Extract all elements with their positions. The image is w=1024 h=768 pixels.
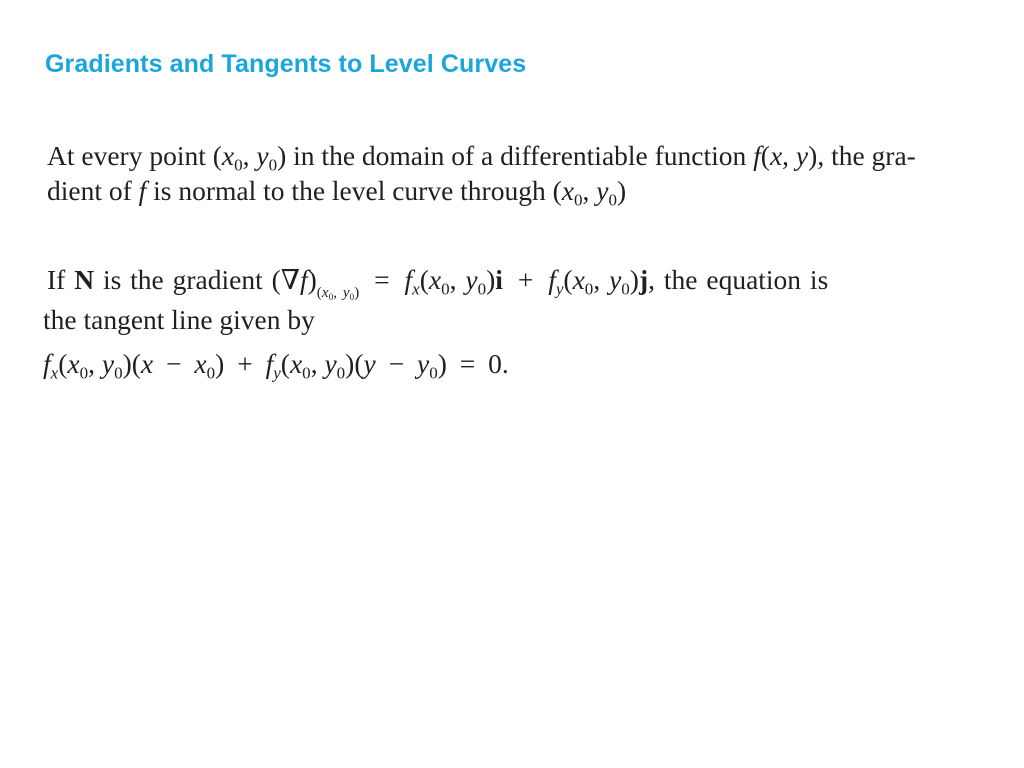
text-fragment: If [47, 264, 75, 295]
text-fragment: At every point [47, 140, 213, 171]
tangent-line-equation: $f_x(x_0$, $y_0)(x - x_0) + f_y(x_0$, $y_0)(y - y_0) = 0$. [43, 348, 509, 383]
unit-vector-j: j [638, 264, 649, 295]
text-fragment: , the gra- [817, 140, 916, 171]
unit-vector-i: i [495, 264, 503, 295]
gradient-paragraph-line-1: If N is the gradient $(\nabla f)_{(x_0, y_0)} = f_x(x_0$, $y_0)i + f_y(x_0$, $y_0)j$, the equation is [47, 264, 829, 304]
text-fragment: is the gradient [94, 264, 272, 295]
equation-rhs: 0. [488, 348, 509, 379]
theorem-line-2: dient of f is normal to the level curve through ($x_0$, $y_0$) [47, 175, 627, 210]
vector-n: N [74, 264, 95, 295]
theorem-line-1: At every point ($x_0$, $y_0$) in the domain of a differentiable function f(x, y), the gra- [47, 140, 916, 175]
text-fragment: dient of [47, 175, 139, 206]
gradient-paragraph-line-2: the tangent line given by [43, 304, 315, 335]
text-fragment: in the domain of a differentiable function [286, 140, 754, 171]
theorem-paragraph [47, 138, 916, 208]
text-fragment: , the equation is [648, 264, 829, 295]
text-fragment: is normal to the level curve through [146, 175, 553, 206]
slide-title: Gradients and Tangents to Level Curves [45, 50, 527, 78]
